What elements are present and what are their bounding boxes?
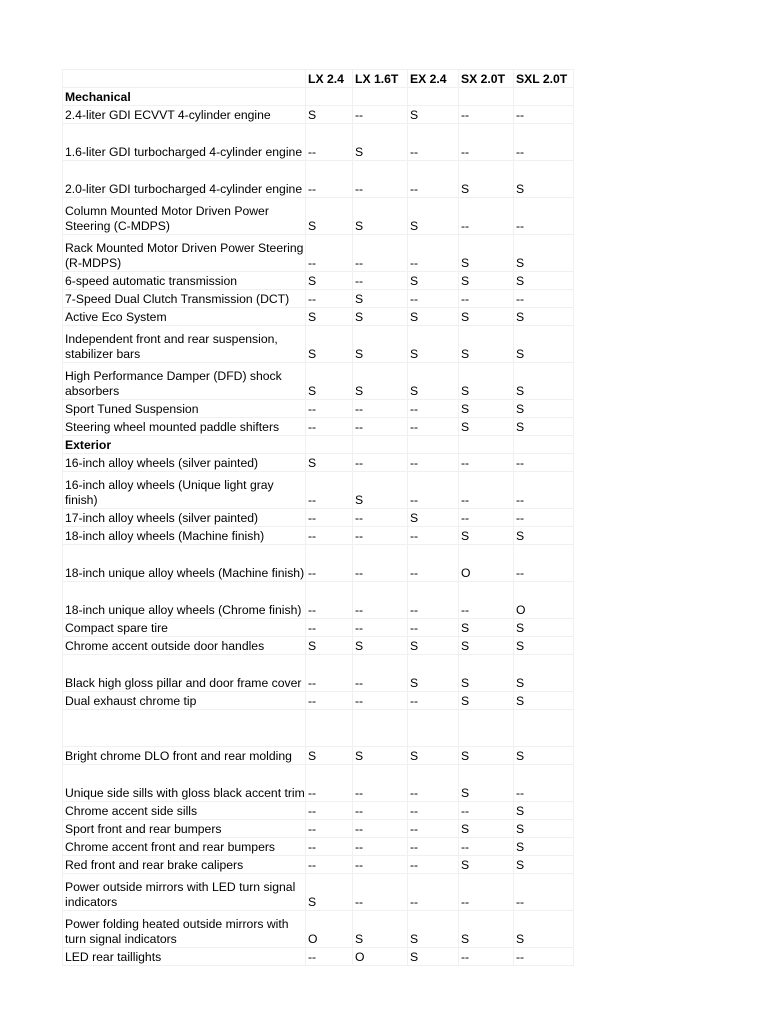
value-cell-sxl-2-0t: S — [514, 619, 574, 637]
value-cell-ex-2-4: -- — [408, 692, 459, 710]
value-cell-sxl-2-0t: -- — [514, 472, 574, 509]
value-cell-lx-2-4: -- — [306, 856, 353, 874]
feature-cell: 2.4-liter GDI ECVVT 4-cylinder engine — [63, 106, 306, 124]
feature-cell: 16-inch alloy wheels (silver painted) — [63, 454, 306, 472]
value-cell-lx-1-6t: -- — [353, 400, 408, 418]
value-cell-ex-2-4: -- — [408, 820, 459, 838]
value-cell-sxl-2-0t: S — [514, 655, 574, 692]
value-cell-lx-1-6t: -- — [353, 106, 408, 124]
value-cell-lx-2-4: -- — [306, 802, 353, 820]
value-cell-ex-2-4: -- — [408, 874, 459, 911]
value-cell-lx-2-4: S — [306, 454, 353, 472]
table-row — [63, 655, 574, 692]
value-cell-sxl-2-0t: -- — [514, 765, 574, 802]
value-cell-ex-2-4: -- — [408, 235, 459, 272]
value-cell-lx-1-6t: S — [353, 472, 408, 509]
value-cell-sxl-2-0t: S — [514, 747, 574, 765]
value-cell-lx-1-6t — [353, 436, 408, 454]
table-row — [63, 838, 574, 856]
table-row — [63, 948, 574, 966]
value-cell-lx-1-6t: O — [353, 948, 408, 966]
value-cell-sxl-2-0t: S — [514, 363, 574, 400]
table-row — [63, 856, 574, 874]
value-cell-ex-2-4: -- — [408, 454, 459, 472]
value-cell-lx-1-6t: -- — [353, 692, 408, 710]
feature-cell — [63, 710, 306, 747]
feature-cell: Sport front and rear bumpers — [63, 820, 306, 838]
value-cell-lx-2-4: S — [306, 272, 353, 290]
value-cell-lx-2-4: -- — [306, 545, 353, 582]
value-cell-sxl-2-0t: S — [514, 527, 574, 545]
value-cell-sxl-2-0t: S — [514, 820, 574, 838]
feature-cell: Bright chrome DLO front and rear molding — [63, 747, 306, 765]
value-cell-sxl-2-0t: S — [514, 235, 574, 272]
value-cell-ex-2-4: -- — [408, 124, 459, 161]
feature-cell: Active Eco System — [63, 308, 306, 326]
value-cell-sx-2-0t: S — [459, 856, 514, 874]
value-cell-sxl-2-0t: S — [514, 272, 574, 290]
value-cell-sx-2-0t: S — [459, 363, 514, 400]
value-cell-ex-2-4: S — [408, 106, 459, 124]
value-cell-sxl-2-0t: S — [514, 161, 574, 198]
value-cell-lx-1-6t: -- — [353, 545, 408, 582]
section-title: Exterior — [63, 436, 306, 454]
value-cell-sx-2-0t: S — [459, 820, 514, 838]
feature-cell: Power outside mirrors with LED turn signal indicators — [63, 874, 306, 911]
value-cell-lx-2-4: -- — [306, 619, 353, 637]
value-cell-lx-2-4: S — [306, 637, 353, 655]
value-cell-lx-1-6t: -- — [353, 619, 408, 637]
value-cell-sx-2-0t: -- — [459, 582, 514, 619]
value-cell-sxl-2-0t: S — [514, 637, 574, 655]
value-cell-lx-1-6t: -- — [353, 161, 408, 198]
table-row — [63, 235, 574, 272]
value-cell-lx-2-4: -- — [306, 527, 353, 545]
value-cell-lx-1-6t: -- — [353, 527, 408, 545]
value-cell-sxl-2-0t: -- — [514, 454, 574, 472]
value-cell-sxl-2-0t: -- — [514, 124, 574, 161]
value-cell-lx-1-6t: S — [353, 308, 408, 326]
value-cell-sxl-2-0t: S — [514, 802, 574, 820]
value-cell-lx-2-4: S — [306, 363, 353, 400]
table-row — [63, 308, 574, 326]
value-cell-sx-2-0t: -- — [459, 454, 514, 472]
value-cell-ex-2-4: -- — [408, 545, 459, 582]
feature-cell: Chrome accent front and rear bumpers — [63, 838, 306, 856]
feature-cell: Power folding heated outside mirrors with turn signal indicators — [63, 911, 306, 948]
value-cell-ex-2-4: -- — [408, 856, 459, 874]
value-cell-sx-2-0t: -- — [459, 106, 514, 124]
value-cell-ex-2-4 — [408, 88, 459, 106]
value-cell-lx-2-4: -- — [306, 290, 353, 308]
value-cell-sx-2-0t: S — [459, 637, 514, 655]
feature-cell: Dual exhaust chrome tip — [63, 692, 306, 710]
header-row — [63, 70, 574, 88]
value-cell-lx-1-6t: -- — [353, 454, 408, 472]
value-cell-ex-2-4 — [408, 436, 459, 454]
blank-row — [63, 710, 574, 747]
value-cell-sxl-2-0t: -- — [514, 290, 574, 308]
feature-cell: 17-inch alloy wheels (silver painted) — [63, 509, 306, 527]
section-header-row — [63, 88, 574, 106]
value-cell-sxl-2-0t: -- — [514, 874, 574, 911]
feature-cell: 18-inch unique alloy wheels (Chrome finish) — [63, 582, 306, 619]
table-row — [63, 747, 574, 765]
table-row — [63, 509, 574, 527]
value-cell-sxl-2-0t: -- — [514, 545, 574, 582]
value-cell-ex-2-4: S — [408, 198, 459, 235]
value-cell-ex-2-4: S — [408, 747, 459, 765]
feature-cell: Steering wheel mounted paddle shifters — [63, 418, 306, 436]
value-cell-lx-2-4 — [306, 88, 353, 106]
value-cell-lx-2-4 — [306, 710, 353, 747]
header-cell-feature — [63, 70, 306, 88]
value-cell-ex-2-4: -- — [408, 418, 459, 436]
table-row — [63, 619, 574, 637]
header-cell-ex-2-4: EX 2.4 — [408, 70, 459, 88]
value-cell-sxl-2-0t: -- — [514, 198, 574, 235]
value-cell-ex-2-4: -- — [408, 765, 459, 802]
value-cell-lx-1-6t: S — [353, 290, 408, 308]
value-cell-lx-2-4: S — [306, 874, 353, 911]
value-cell-sxl-2-0t: S — [514, 856, 574, 874]
value-cell-lx-2-4: -- — [306, 400, 353, 418]
value-cell-ex-2-4: -- — [408, 400, 459, 418]
value-cell-ex-2-4: S — [408, 272, 459, 290]
value-cell-lx-2-4: S — [306, 198, 353, 235]
value-cell-sx-2-0t: -- — [459, 198, 514, 235]
value-cell-lx-1-6t: -- — [353, 235, 408, 272]
value-cell-ex-2-4 — [408, 710, 459, 747]
value-cell-sxl-2-0t: S — [514, 326, 574, 363]
table-row — [63, 582, 574, 619]
value-cell-lx-1-6t: -- — [353, 582, 408, 619]
value-cell-lx-2-4: -- — [306, 418, 353, 436]
table-row — [63, 911, 574, 948]
value-cell-ex-2-4: -- — [408, 527, 459, 545]
value-cell-sx-2-0t — [459, 436, 514, 454]
feature-cell: High Performance Damper (DFD) shock absorbers — [63, 363, 306, 400]
feature-cell: Compact spare tire — [63, 619, 306, 637]
feature-cell: 6-speed automatic transmission — [63, 272, 306, 290]
value-cell-lx-1-6t: S — [353, 326, 408, 363]
value-cell-sx-2-0t: -- — [459, 802, 514, 820]
spec-table-body — [63, 88, 574, 966]
value-cell-lx-1-6t: -- — [353, 820, 408, 838]
feature-cell: Sport Tuned Suspension — [63, 400, 306, 418]
table-row — [63, 874, 574, 911]
table-row — [63, 765, 574, 802]
value-cell-ex-2-4: -- — [408, 838, 459, 856]
header-cell-lx-1-6t: LX 1.6T — [353, 70, 408, 88]
value-cell-lx-2-4: -- — [306, 692, 353, 710]
value-cell-lx-2-4: S — [306, 106, 353, 124]
section-header-row — [63, 436, 574, 454]
value-cell-lx-1-6t: S — [353, 124, 408, 161]
table-row — [63, 418, 574, 436]
value-cell-sx-2-0t: S — [459, 692, 514, 710]
value-cell-sxl-2-0t — [514, 436, 574, 454]
table-row — [63, 124, 574, 161]
feature-cell: Rack Mounted Motor Driven Power Steering (R-MDPS) — [63, 235, 306, 272]
value-cell-sx-2-0t: S — [459, 765, 514, 802]
value-cell-lx-2-4: S — [306, 747, 353, 765]
value-cell-sx-2-0t: S — [459, 418, 514, 436]
header-cell-sxl-2-0t: SXL 2.0T — [514, 70, 574, 88]
value-cell-lx-2-4: O — [306, 911, 353, 948]
value-cell-lx-1-6t: -- — [353, 509, 408, 527]
value-cell-lx-1-6t: S — [353, 747, 408, 765]
value-cell-ex-2-4: -- — [408, 290, 459, 308]
value-cell-sxl-2-0t: S — [514, 308, 574, 326]
value-cell-lx-2-4: -- — [306, 765, 353, 802]
feature-cell: 2.0-liter GDI turbocharged 4-cylinder engine — [63, 161, 306, 198]
value-cell-ex-2-4: S — [408, 363, 459, 400]
value-cell-sx-2-0t — [459, 710, 514, 747]
value-cell-ex-2-4: S — [408, 948, 459, 966]
value-cell-lx-2-4: -- — [306, 124, 353, 161]
value-cell-sx-2-0t: S — [459, 400, 514, 418]
section-title: Mechanical — [63, 88, 306, 106]
value-cell-lx-1-6t: -- — [353, 802, 408, 820]
value-cell-lx-1-6t — [353, 88, 408, 106]
value-cell-sxl-2-0t: -- — [514, 106, 574, 124]
value-cell-lx-2-4: -- — [306, 472, 353, 509]
value-cell-lx-1-6t: S — [353, 363, 408, 400]
table-row — [63, 802, 574, 820]
value-cell-sx-2-0t: S — [459, 619, 514, 637]
value-cell-sxl-2-0t: S — [514, 838, 574, 856]
feature-cell: Black high gloss pillar and door frame cover — [63, 655, 306, 692]
table-row — [63, 161, 574, 198]
table-row — [63, 106, 574, 124]
header-cell-sx-2-0t: SX 2.0T — [459, 70, 514, 88]
value-cell-sx-2-0t: -- — [459, 472, 514, 509]
value-cell-lx-1-6t: -- — [353, 838, 408, 856]
value-cell-sx-2-0t: S — [459, 235, 514, 272]
feature-cell: 7-Speed Dual Clutch Transmission (DCT) — [63, 290, 306, 308]
feature-cell: 18-inch alloy wheels (Machine finish) — [63, 527, 306, 545]
table-row — [63, 400, 574, 418]
value-cell-lx-1-6t: -- — [353, 655, 408, 692]
value-cell-ex-2-4: -- — [408, 472, 459, 509]
value-cell-lx-2-4: -- — [306, 161, 353, 198]
value-cell-sx-2-0t: -- — [459, 509, 514, 527]
value-cell-ex-2-4: -- — [408, 161, 459, 198]
value-cell-lx-1-6t: -- — [353, 272, 408, 290]
feature-cell: Chrome accent side sills — [63, 802, 306, 820]
spec-table — [62, 69, 574, 966]
table-row — [63, 472, 574, 509]
value-cell-ex-2-4: -- — [408, 619, 459, 637]
value-cell-lx-1-6t: S — [353, 198, 408, 235]
table-row — [63, 637, 574, 655]
table-row — [63, 692, 574, 710]
value-cell-lx-2-4: -- — [306, 948, 353, 966]
value-cell-ex-2-4: -- — [408, 802, 459, 820]
value-cell-lx-1-6t: -- — [353, 856, 408, 874]
feature-cell: Column Mounted Motor Driven Power Steering (C-MDPS) — [63, 198, 306, 235]
feature-cell: Chrome accent outside door handles — [63, 637, 306, 655]
value-cell-lx-2-4 — [306, 436, 353, 454]
value-cell-lx-1-6t: S — [353, 911, 408, 948]
feature-cell: 1.6-liter GDI turbocharged 4-cylinder engine — [63, 124, 306, 161]
value-cell-sxl-2-0t: S — [514, 911, 574, 948]
value-cell-sxl-2-0t: O — [514, 582, 574, 619]
value-cell-lx-1-6t: S — [353, 637, 408, 655]
value-cell-sx-2-0t: -- — [459, 948, 514, 966]
value-cell-lx-2-4: -- — [306, 838, 353, 856]
table-row — [63, 290, 574, 308]
value-cell-sx-2-0t: S — [459, 161, 514, 198]
value-cell-lx-1-6t: -- — [353, 874, 408, 911]
value-cell-sxl-2-0t: S — [514, 418, 574, 436]
table-row — [63, 198, 574, 235]
value-cell-sx-2-0t: -- — [459, 124, 514, 161]
value-cell-sx-2-0t: -- — [459, 838, 514, 856]
value-cell-sx-2-0t: S — [459, 655, 514, 692]
value-cell-sx-2-0t: S — [459, 272, 514, 290]
value-cell-sxl-2-0t: S — [514, 692, 574, 710]
value-cell-lx-1-6t: -- — [353, 765, 408, 802]
value-cell-sx-2-0t: S — [459, 326, 514, 363]
value-cell-sxl-2-0t — [514, 710, 574, 747]
value-cell-sxl-2-0t: S — [514, 400, 574, 418]
value-cell-sx-2-0t: -- — [459, 290, 514, 308]
header-cell-lx-2-4: LX 2.4 — [306, 70, 353, 88]
table-row — [63, 820, 574, 838]
value-cell-lx-1-6t — [353, 710, 408, 747]
table-row — [63, 545, 574, 582]
value-cell-sxl-2-0t: -- — [514, 509, 574, 527]
value-cell-sx-2-0t: S — [459, 911, 514, 948]
value-cell-ex-2-4: S — [408, 655, 459, 692]
value-cell-lx-1-6t: -- — [353, 418, 408, 436]
value-cell-lx-2-4: -- — [306, 509, 353, 527]
feature-cell: LED rear taillights — [63, 948, 306, 966]
table-row — [63, 363, 574, 400]
value-cell-lx-2-4: -- — [306, 582, 353, 619]
value-cell-sxl-2-0t: -- — [514, 948, 574, 966]
feature-cell: Unique side sills with gloss black accent trim — [63, 765, 306, 802]
feature-cell: Red front and rear brake calipers — [63, 856, 306, 874]
value-cell-ex-2-4: S — [408, 308, 459, 326]
value-cell-sxl-2-0t — [514, 88, 574, 106]
value-cell-sx-2-0t — [459, 88, 514, 106]
value-cell-ex-2-4: S — [408, 509, 459, 527]
value-cell-ex-2-4: S — [408, 326, 459, 363]
value-cell-lx-2-4: -- — [306, 655, 353, 692]
value-cell-sx-2-0t: -- — [459, 874, 514, 911]
value-cell-sx-2-0t: S — [459, 747, 514, 765]
value-cell-lx-2-4: -- — [306, 235, 353, 272]
table-row — [63, 272, 574, 290]
feature-cell: Independent front and rear suspension, stabilizer bars — [63, 326, 306, 363]
value-cell-ex-2-4: -- — [408, 582, 459, 619]
value-cell-sx-2-0t: O — [459, 545, 514, 582]
feature-cell: 18-inch unique alloy wheels (Machine finish) — [63, 545, 306, 582]
value-cell-sx-2-0t: S — [459, 308, 514, 326]
value-cell-sx-2-0t: S — [459, 527, 514, 545]
value-cell-ex-2-4: S — [408, 637, 459, 655]
value-cell-ex-2-4: S — [408, 911, 459, 948]
table-row — [63, 454, 574, 472]
value-cell-lx-2-4: S — [306, 308, 353, 326]
value-cell-lx-2-4: S — [306, 326, 353, 363]
table-row — [63, 527, 574, 545]
table-row — [63, 326, 574, 363]
value-cell-lx-2-4: -- — [306, 820, 353, 838]
feature-cell: 16-inch alloy wheels (Unique light gray finish) — [63, 472, 306, 509]
